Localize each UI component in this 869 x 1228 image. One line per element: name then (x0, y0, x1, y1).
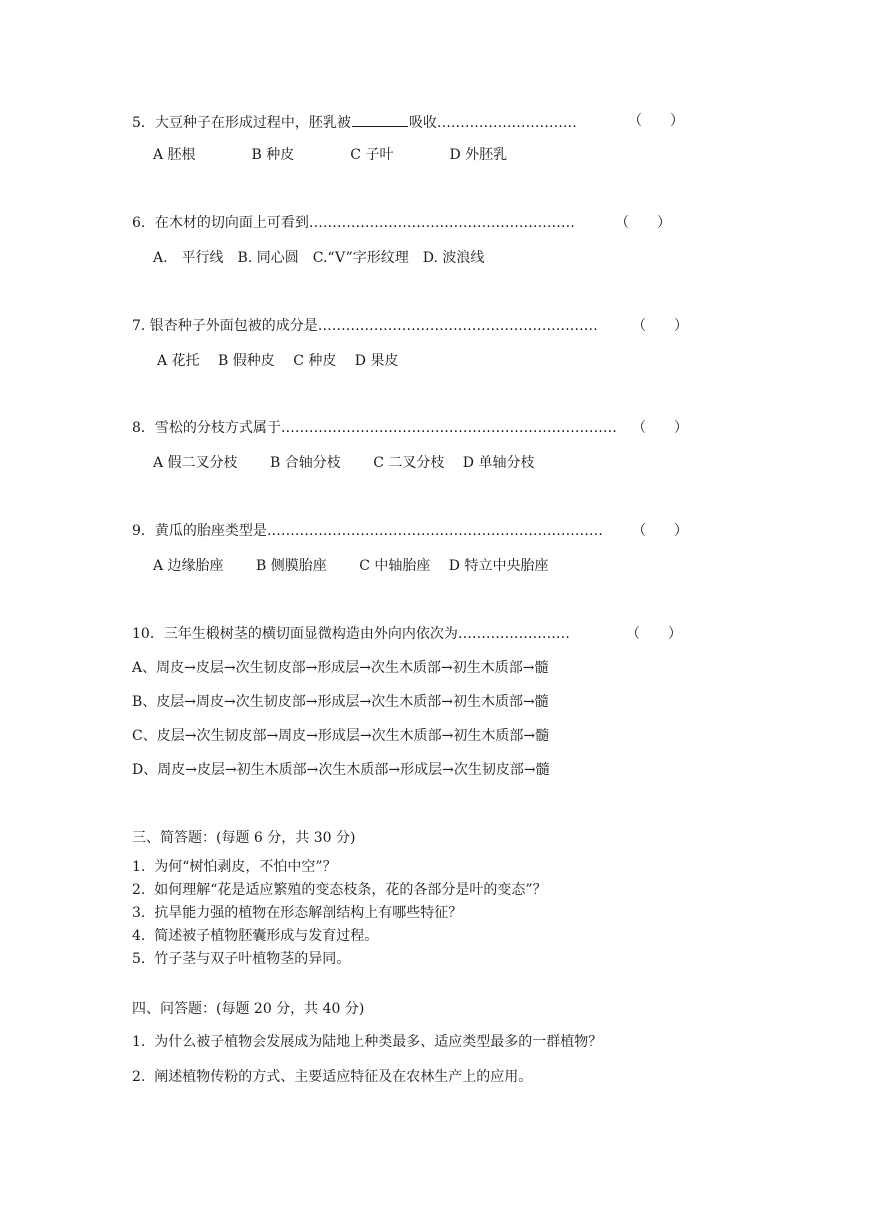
question-7-stem: 7. 银杏种子外面包被的成分是…………………………………………………… (132, 318, 598, 334)
question-7-answer-paren: （ ） (632, 318, 688, 334)
question-9-stem: 9．黄瓜的胎座类型是……………………………………………………………… (132, 523, 603, 539)
question-10-choice-d: D、周皮→皮层→初生木质部→次生木质部→形成层→次生韧皮部→髓 (132, 762, 550, 778)
question-8-options: A 假二叉分枝 B 合轴分枝 C 二叉分枝 D 单轴分枝 (153, 455, 535, 471)
question-10-choice-b: B、皮层→周皮→次生韧皮部→形成层→次生木质部→初生木质部→髓 (132, 694, 549, 710)
answer-blank (352, 112, 408, 127)
question-10-choice-c: C、皮层→次生韧皮部→周皮→形成层→次生木质部→初生木质部→髓 (132, 728, 550, 744)
question-10-choice-a: A、周皮→皮层→次生韧皮部→形成层→次生木质部→初生木质部→髓 (132, 660, 549, 676)
section-4-item-1: 1. 为什么被子植物会发展成为陆地上种类最多、适应类型最多的一群植物？ (132, 1034, 603, 1050)
section-3-item-2: 2. 如何理解“花是适应繁殖的变态枝条，花的各部分是叶的变态”？ (132, 882, 547, 898)
question-10-answer-paren: （ ） (626, 626, 682, 642)
section-4-heading: 四、问答题：(每题 20 分，共 40 分) (132, 1001, 365, 1017)
section-3-heading: 三、简答题：(每题 6 分，共 30 分) (132, 830, 356, 846)
question-5-stem (132, 112, 577, 132)
question-8-stem: 8．雪松的分枝方式属于……………………………………………………………… (132, 420, 617, 436)
question-6-stem: 6．在木材的切向面上可看到………………………………………………… (132, 215, 575, 231)
section-3-item-1: 1. 为何“树怕剥皮，不怕中空”？ (132, 859, 337, 875)
question-8-answer-paren: （ ） (632, 420, 688, 436)
question-10-stem: 10．三年生椴树茎的横切面显微构造由外向内依次为…………………… (132, 626, 570, 642)
question-5-stem-before: 5．大豆种子在形成过程中，胚乳被 (132, 115, 351, 131)
question-6-answer-paren: （ ） (615, 215, 671, 231)
section-3-item-5: 5. 竹子茎与双子叶植物茎的异同。 (132, 951, 351, 967)
question-9-answer-paren: （ ） (632, 523, 688, 539)
section-3-item-4: 4. 简述被子植物胚囊形成与发育过程。 (132, 928, 379, 944)
question-5-stem-after: 吸收………………………… (408, 115, 577, 131)
question-5-options: A 胚根 B 种皮 C 子叶 D 外胚乳 (153, 147, 508, 163)
question-6-options: A. 平行线 B. 同心圆 C.“V”字形纹理 D. 波浪线 (153, 250, 485, 266)
section-4-item-2: 2. 阐述植物传粉的方式、主要适应特征及在农林生产上的应用。 (132, 1069, 533, 1085)
question-7-options: A 花托 B 假种皮 C 种皮 D 果皮 (157, 353, 399, 369)
section-3-item-3: 3. 抗旱能力强的植物在形态解剖结构上有哪些特征？ (132, 905, 463, 921)
question-9-options: A 边缘胎座 B 侧膜胎座 C 中轴胎座 D 特立中央胎座 (153, 558, 549, 574)
question-5-answer-paren: （ ） (628, 113, 684, 129)
